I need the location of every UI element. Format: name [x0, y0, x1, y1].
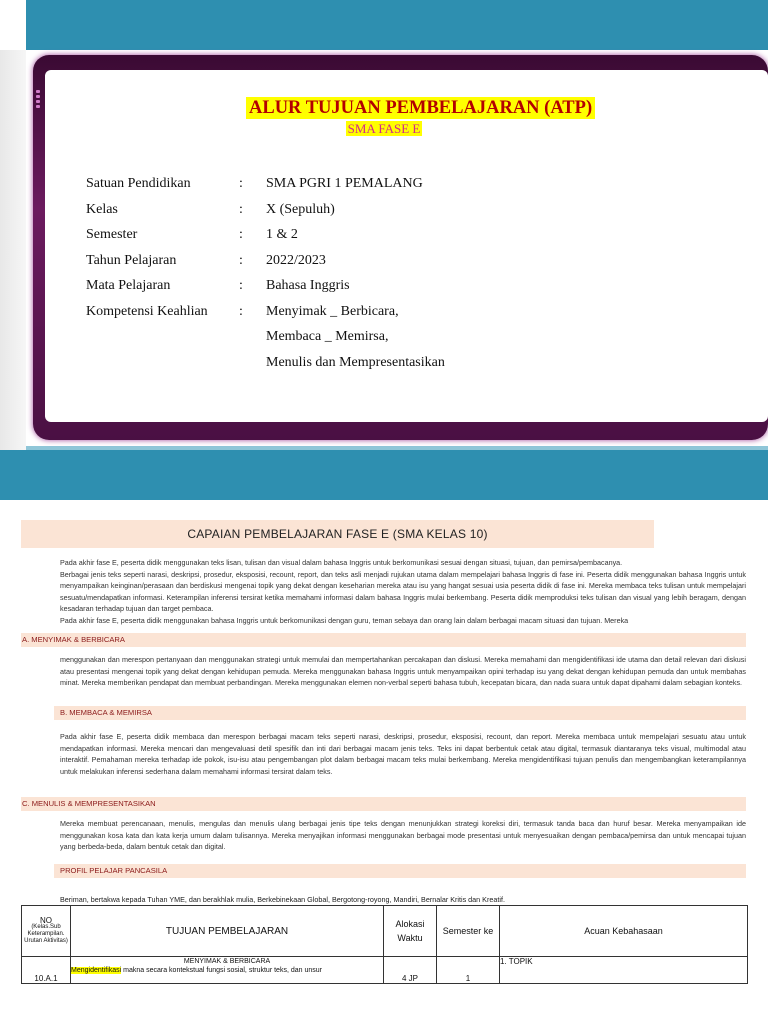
- info-label: Kompetensi Keahlian: [86, 303, 208, 319]
- info-label: Mata Pelajaran: [86, 278, 171, 293]
- bottom-band: [0, 450, 768, 500]
- info-colon: :: [239, 278, 243, 293]
- pancasila-text: Beriman, bertakwa kepada Tuhan YME, dan berakhlak mulia, Berkebinekaan Global, Bergotong-royong, Mandiri, Bernalar Kritis dan Kreatif.: [60, 895, 505, 904]
- section-heading: A. MENYIMAK & BERBICARA: [22, 635, 125, 644]
- section-heading: C. MENULIS & MEMPRESENTASIKAN: [22, 799, 156, 808]
- info-value: X (Sepuluh): [266, 201, 335, 217]
- info-label: Semester: [86, 227, 138, 242]
- row-tujuan: [71, 957, 384, 984]
- cover-page: [0, 0, 768, 500]
- row-semester: 1: [437, 957, 500, 984]
- info-value: Menulis dan Mempresentasikan: [266, 354, 445, 370]
- header-no: NO (Kelas.Sub Keterampilan. Urutan Aktivitas): [22, 906, 71, 957]
- document-subtitle: SMA FASE E: [347, 121, 421, 136]
- capaian-title-box: [21, 520, 654, 548]
- section-text: Pada akhir fase E, peserta didik membaca dan merespon berbagai macam teks seperti narasi, deskripsi, prosedur, eksposisi, recount, dan report. Mereka membaca untuk mempelajari sesuatu atau untuk mendapatkan informasi. Mereka mencari dan mengevaluasi detil spesifik dan inti dari berbagai macam jenis teks. Teks ini dapat berbentuk cetak atau digital, termasuk diantaranya teks visual, multimodal atau interaktif. Pemahaman mereka terhadap ide pokok, isu-isu atau pengembangan plot dalam berbagai macam teks mulai berkembang. Mereka mengidentifikasi tujuan penulis dan mengembangkan keterampilannya untuk melakukan inferensi sederhana dalam memahami informasi tersirat dalam teks.: [60, 732, 746, 776]
- top-band-inner: [26, 0, 768, 48]
- intro-paragraph: Pada akhir fase E, peserta didik menggunakan teks lisan, tulisan dan visual dalam bahasa Inggris untuk berkomunikasi sesuai dengan situasi, tujuan, dan pemirsa/pembacanya.: [60, 558, 623, 567]
- info-colon: :: [239, 176, 243, 191]
- row-code: 10.A.1: [22, 957, 71, 984]
- header-alokasi: Alokasi Waktu: [384, 906, 437, 957]
- capaian-title: CAPAIAN PEMBELAJARAN FASE E (SMA KELAS 10): [187, 527, 488, 541]
- table-header-row: [22, 906, 748, 957]
- info-value: Bahasa Inggris: [266, 278, 350, 293]
- document-title: ALUR TUJUAN PEMBELAJARAN (ATP): [246, 97, 595, 119]
- section-heading: B. MEMBACA & MEMIRSA: [60, 708, 152, 717]
- row-highlight: Mengidentifikasi: [71, 967, 122, 974]
- info-value: SMA PGRI 1 PEMALANG: [266, 176, 423, 191]
- info-value: Membaca _ Memirsa,: [266, 329, 389, 344]
- info-label: Satuan Pendidikan: [86, 176, 191, 191]
- section-heading-bar: [21, 633, 746, 647]
- section-text: Mereka membuat perencanaan, menulis, mengulas dan menulis ulang berbagai jenis tipe teks dengan menunjukkan strategi koreksi diri, termasuk tanda baca dan huruf besar. Mereka menyampaikan ide menggunakan kosa kata dan kata kerja umum dalam tulisannya. Mereka menyajikan informasi menggunakan berbagai mode presentasi untuk menyesuaikan dengan pembaca/pemirsa dan untuk mencapai tujuan yang berbeda-beda, dalam bentuk cetak dan digital.: [60, 819, 746, 852]
- info-colon: :: [239, 303, 243, 319]
- left-strip: [0, 50, 26, 450]
- info-label: Kelas: [86, 201, 118, 217]
- section-text: menggunakan dan merespon pertanyaan dan menggunakan strategi untuk memulai dan mempertahankan percakapan dan diskusi. Mereka memahami dan mengidentifikasi ide utama dan detail relevan dari diskusi atau presentasi mengenai topik yang dekat dengan kehidupan pemuda. Mereka menggunakan bahasa Inggris untuk menyampaikan opini terhadap isu yang dekat dengan kehidupan pemuda dan untuk membahas minat. Mereka memberikan pendapat dan membuat perbandingan. Mereka menggunakan elemen non-verbal seperti bahasa tubuh, kecepatan bicara, dan nada suara untuk dapat dipahami dalam sebagian konteks.: [60, 655, 746, 688]
- info-label: Tahun Pelajaran: [86, 252, 177, 268]
- header-acuan: Acuan Kebahasaan: [500, 906, 748, 957]
- info-colon: :: [239, 201, 243, 217]
- top-band-notch: [0, 0, 26, 50]
- row-subheading: MENYIMAK & BERBICARA: [183, 958, 271, 965]
- info-value: 2022/2023: [266, 252, 326, 268]
- info-value: 1 & 2: [266, 227, 298, 242]
- section-heading: PROFIL PELAJAR PANCASILA: [60, 866, 168, 875]
- row-acuan: 1. TOPIK: [500, 957, 748, 984]
- header-tujuan: TUJUAN PEMBELAJARAN: [71, 906, 384, 957]
- row-text: makna secara kontekstual fungsi sosial, struktur teks, dan unsur: [121, 967, 322, 974]
- row-alokasi: 4 JP: [384, 957, 437, 984]
- info-colon: :: [239, 227, 243, 242]
- frame-ornament: [34, 88, 42, 112]
- atp-table: [21, 905, 748, 984]
- table-row: [22, 957, 748, 984]
- info-value: Menyimak _ Berbicara,: [266, 303, 399, 319]
- intro-paragraph: Berbagai jenis teks seperti narasi, deskripsi, prosedur, eksposisi, recount, report, dan teks asli menjadi rujukan utama dalam mempelajari bahasa Inggris di fase ini. Peserta didik menggunakan bahasa Inggris untuk menyampaikan keinginan/perasaan dan berdiskusi mengenai topik yang dekat dengan keseharian mereka atau isu yang hangat sesuai usia peserta didik di fase ini. Mereka membaca teks tulisan untuk mempelajari sesuatu/mendapatkan informasi. Keterampilan inferensi tersirat ketika memahami informasi dalam bahasa Inggris mulai berkembang. Peserta didik memproduksi teks tulisan dan visual yang lebih beragam, dengan kesadaran terhadap tujuan dan target pembaca.: [60, 569, 746, 614]
- section-heading-bar: [54, 864, 746, 878]
- section-heading-bar: [21, 797, 746, 811]
- capaian-intro: [60, 557, 746, 627]
- intro-paragraph: Pada akhir fase E, peserta didik menggunakan bahasa Inggris untuk berkomunikasi dengan guru, teman sebaya dan orang lain dalam berbagai macam situasi dan tujuan. Mereka: [60, 615, 629, 625]
- info-colon: :: [239, 252, 243, 268]
- header-semester: Semester ke: [437, 906, 500, 957]
- section-heading-bar: [54, 706, 746, 720]
